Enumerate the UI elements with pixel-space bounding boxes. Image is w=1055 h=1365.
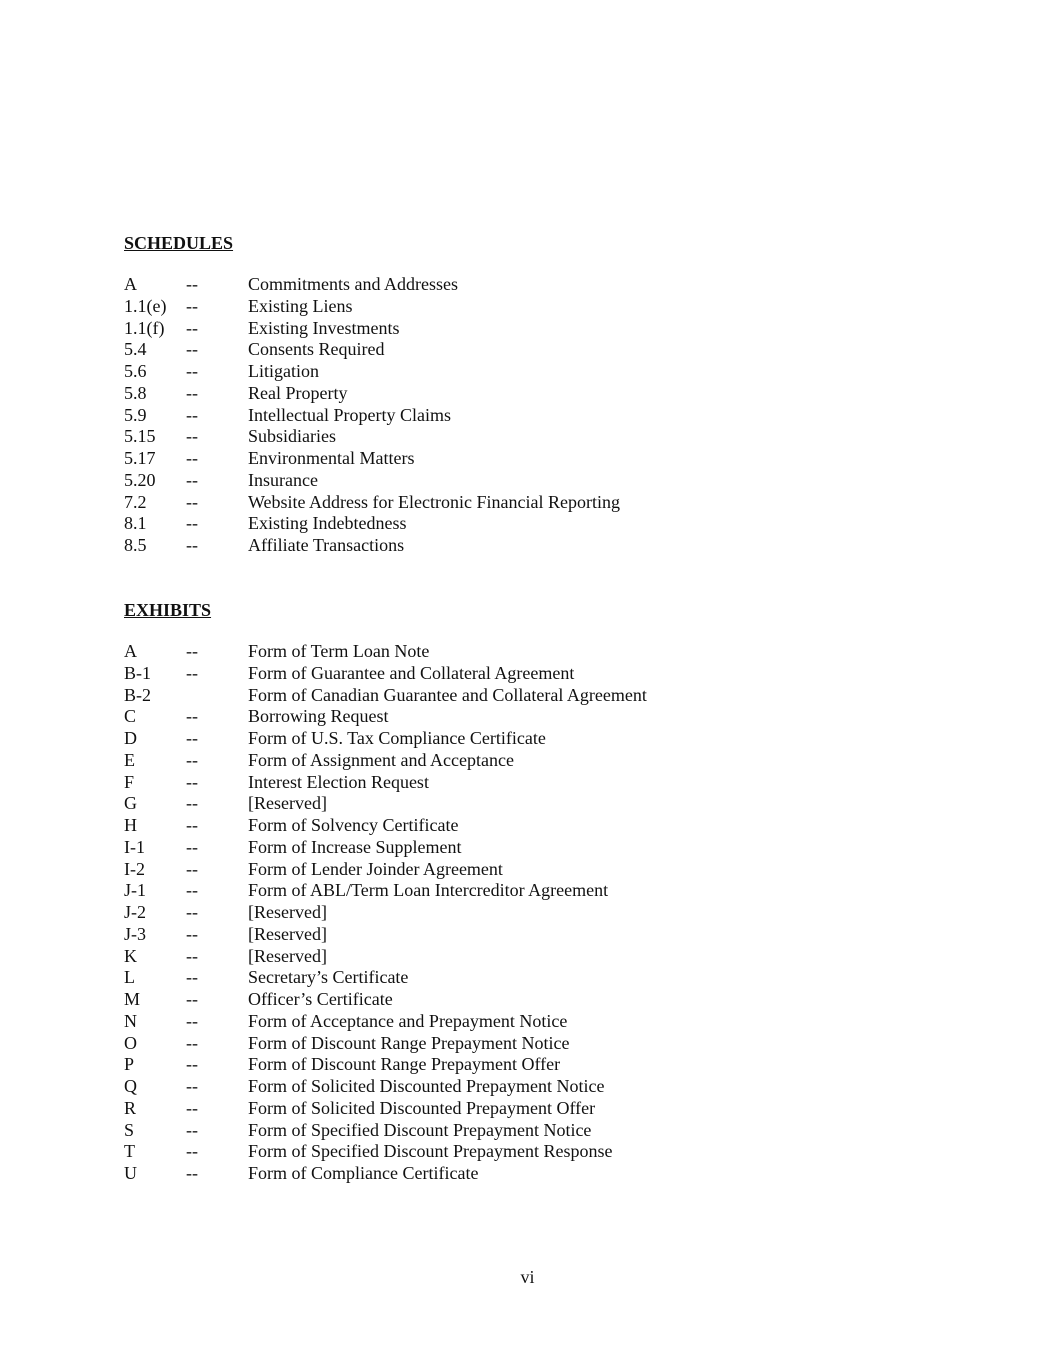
entry-code: E [124,749,135,770]
entry-separator: -- [186,902,198,922]
entry-code: M [124,989,141,1009]
entry-separator: -- [186,274,198,294]
entry-title: Intellectual Property Claims [248,404,451,425]
entry-code: N [124,1010,137,1031]
entry-title: Environmental Matters [248,448,415,468]
entry-separator: -- [186,1097,198,1118]
entry-separator: -- [186,382,198,403]
entry-title: Existing Investments [248,317,400,338]
entry-title: Form of Canadian Guarantee and Collateral Agreement [248,684,647,705]
entry-code: I-1 [124,836,145,857]
entry-separator: -- [186,945,198,966]
entry-title: Form of Guarantee and Collateral Agreement [248,662,575,683]
entry-title: Form of Compliance Certificate [248,1163,479,1183]
entry-title: Existing Liens [248,295,353,316]
entry-code: 8.5 [124,535,147,555]
entry-separator: -- [186,1119,198,1140]
entry-code: B-2 [124,684,151,705]
entry-code: 5.9 [124,404,147,425]
entry-title: Form of Specified Discount Prepayment Notice [248,1119,592,1140]
entry-code: H [124,815,137,835]
entry-code: D [124,728,137,748]
entry-code: 5.6 [124,361,147,381]
entry-code: Q [124,1076,137,1096]
entry-code: 5.17 [124,448,156,468]
entry-code: 5.15 [124,426,156,447]
exhibits-heading: EXHIBITS [124,600,212,620]
entry-separator: -- [186,535,198,555]
entry-code: U [124,1163,137,1183]
entry-title: [Reserved] [248,945,327,966]
entry-code: 1.1(f) [124,317,165,338]
entry-separator: -- [186,836,198,857]
entry-code: 1.1(e) [124,295,167,316]
entry-code: S [124,1119,135,1140]
entry-separator: -- [186,404,198,425]
entry-separator: -- [186,923,198,944]
entry-code: C [124,706,137,727]
entry-separator: -- [186,749,198,770]
entry-code: T [124,1141,135,1162]
entry-title: Form of Specified Discount Prepayment Response [248,1141,613,1162]
entry-separator: -- [186,491,198,512]
entry-code: 5.4 [124,339,147,360]
entry-separator: -- [186,880,198,901]
entry-code: J-3 [124,923,146,944]
entry-separator: -- [186,815,198,835]
entry-code: A [124,274,137,294]
entry-code: B-1 [124,662,151,683]
entry-code: 7.2 [124,491,147,512]
entry-separator: -- [186,317,198,338]
entry-title: Existing Indebtedness [248,513,407,534]
entry-title: Form of Assignment and Acceptance [248,749,514,770]
entry-title: Real Property [248,382,348,403]
entry-code: A [124,641,137,661]
entry-code: L [124,967,135,988]
schedules-heading: SCHEDULES [124,233,234,253]
entry-title: Litigation [248,361,319,381]
entry-title: Form of Discount Range Prepayment Notice [248,1032,570,1053]
entry-title: Form of ABL/Term Loan Intercreditor Agreement [248,880,609,901]
entry-separator: -- [186,641,198,661]
entry-title: [Reserved] [248,793,327,814]
entry-code: P [124,1054,135,1075]
entry-title: Officer’s Certificate [248,989,393,1009]
entry-title: Form of Solvency Certificate [248,815,459,835]
entry-separator: -- [186,448,198,468]
entry-code: 5.20 [124,469,156,490]
entry-code: J-1 [124,880,146,901]
entry-title: Consents Required [248,339,385,360]
entry-title: [Reserved] [248,923,327,944]
entry-title: Form of Solicited Discounted Prepayment Offer [248,1097,596,1118]
entry-separator: -- [186,339,198,360]
entry-title: Insurance [248,469,318,490]
entry-code: 8.1 [124,513,147,534]
entry-separator: -- [186,858,198,879]
entry-separator: -- [186,706,198,727]
entry-code: F [124,771,135,792]
entry-title: Interest Election Request [248,771,429,792]
entry-separator: -- [186,426,198,447]
entry-title: Form of Term Loan Note [248,641,430,661]
entry-title: Borrowing Request [248,706,389,727]
entry-title: Form of Discount Range Prepayment Offer [248,1054,561,1075]
entry-separator: -- [186,1032,198,1053]
entry-title: Website Address for Electronic Financial Reporting [248,491,620,512]
entry-code: J-2 [124,902,146,922]
entry-title: Affiliate Transactions [248,535,405,555]
entry-title: Commitments and Addresses [248,274,458,294]
entry-separator: -- [186,361,198,381]
entry-separator: -- [186,1010,198,1031]
entry-separator: -- [186,469,198,490]
entry-title: Form of U.S. Tax Compliance Certificate [248,728,546,748]
entry-code: R [124,1097,137,1118]
entry-separator: -- [186,989,198,1009]
entry-separator: -- [186,513,198,534]
entry-code: O [124,1032,137,1053]
entry-separator: -- [186,967,198,988]
entry-separator: -- [186,1163,198,1183]
entry-title: Form of Solicited Discounted Prepayment Notice [248,1076,605,1096]
page-number: vi [520,1267,535,1287]
entry-separator: -- [186,728,198,748]
entry-separator: -- [186,793,198,814]
entry-separator: -- [186,1076,198,1096]
entry-title: [Reserved] [248,902,327,922]
entry-title: Subsidiaries [248,426,336,447]
entry-title: Form of Increase Supplement [248,836,462,857]
entry-separator: -- [186,662,198,683]
entry-code: 5.8 [124,382,147,403]
entry-title: Form of Acceptance and Prepayment Notice [248,1010,568,1031]
entry-title: Secretary’s Certificate [248,967,409,988]
entry-separator: -- [186,1141,198,1162]
entry-code: K [124,945,137,966]
entry-separator: -- [186,1054,198,1075]
entry-code: I-2 [124,858,145,879]
entry-title: Form of Lender Joinder Agreement [248,858,503,879]
entry-separator: -- [186,295,198,316]
entry-separator: -- [186,771,198,792]
entry-code: G [124,793,137,814]
